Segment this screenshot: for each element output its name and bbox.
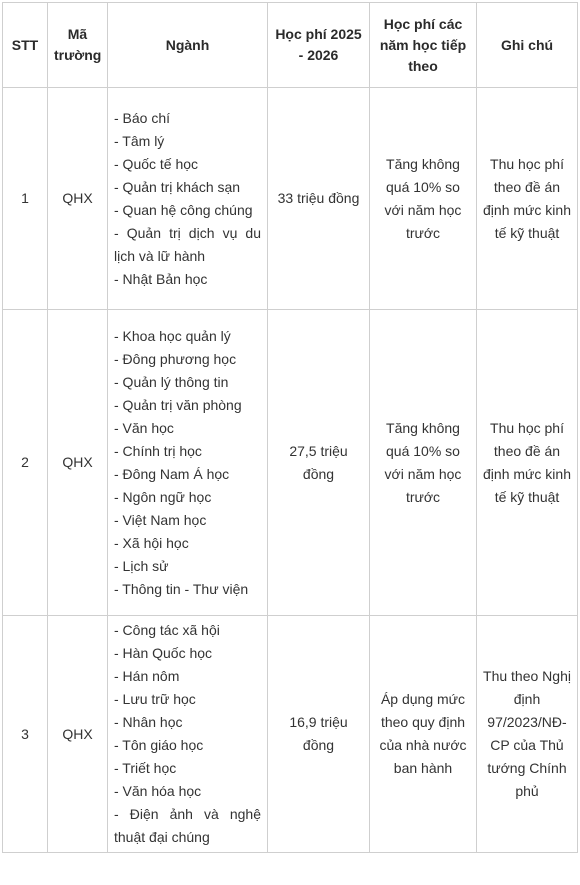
cell-majors [108,310,268,616]
cell-fee: 33 triệu đồng [268,88,370,310]
major-item: - Tôn giáo học [114,737,204,753]
table-row [3,310,578,616]
major-item: - Lịch sử [114,557,169,574]
header-stt: STT [3,3,48,88]
header-hoc-phi-tiep: Học phí các năm học tiếp theo [370,3,477,88]
header-row [3,3,578,88]
major-item: - Quản trị dịch vụ du lịch và lữ hành [114,224,261,264]
header-nganh: Ngành [108,3,268,88]
cell-ma-truong: QHX [48,310,108,616]
header-hoc-phi: Học phí 2025 - 2026 [268,3,370,88]
table-row [3,616,578,853]
cell-note: Thu học phí theo đề án định mức kinh tế kỹ thuật [477,88,578,310]
cell-note: Thu học phí theo đề án định mức kinh tế kỹ thuật [477,310,578,616]
major-item: - Văn học [114,419,174,436]
cell-stt: 2 [3,310,48,616]
major-item: - Ngôn ngữ học [114,488,212,505]
major-item: - Công tác xã hội [114,622,220,638]
major-item: - Việt Nam học [114,511,207,528]
cell-stt: 3 [3,616,48,853]
cell-next-fee: Áp dụng mức theo quy định của nhà nước ban hành [370,616,477,853]
major-item: - Chính trị học [114,442,202,459]
major-item: - Báo chí [114,109,171,126]
major-item: - Hán nôm [114,668,180,684]
major-item: - Lưu trữ học [114,691,196,707]
major-item: - Nhân học [114,714,183,730]
major-item: - Quan hệ công chúng [114,201,253,218]
major-item: - Nhật Bản học [114,270,208,287]
major-item: - Hàn Quốc học [114,645,213,661]
major-item: - Quản lý thông tin [114,373,229,390]
cell-fee: 16,9 triệu đồng [268,616,370,853]
major-item: - Điện ảnh và nghệ thuật đại chúng [114,806,261,845]
header-ghi-chu: Ghi chú [477,3,578,88]
major-item: - Văn hóa học [114,783,202,799]
major-item: - Đông phương học [114,350,237,367]
major-item: - Quản trị văn phòng [114,396,242,413]
major-item: - Tâm lý [114,132,165,149]
major-item: - Quốc tế học [114,155,199,172]
table-row [3,88,578,310]
tuition-table [2,2,578,853]
header-ma-truong: Mã trường [48,3,108,88]
cell-next-fee: Tăng không quá 10% so với năm học trước [370,88,477,310]
cell-majors [108,88,268,310]
major-item: - Đông Nam Á học [114,465,230,482]
major-item: - Thông tin - Thư viện [114,580,249,597]
major-item: - Triết học [114,760,177,776]
cell-note: Thu theo Nghị định 97/2023/NĐ-CP của Thủ tướng Chính phủ [477,616,578,853]
cell-fee: 27,5 triệu đồng [268,310,370,616]
major-item: - Quản trị khách sạn [114,178,241,195]
cell-ma-truong: QHX [48,88,108,310]
cell-ma-truong: QHX [48,616,108,853]
major-item: - Khoa học quản lý [114,327,231,344]
cell-stt: 1 [3,88,48,310]
major-item: - Xã hội học [114,534,189,551]
cell-next-fee: Tăng không quá 10% so với năm học trước [370,310,477,616]
cell-majors [108,616,268,853]
